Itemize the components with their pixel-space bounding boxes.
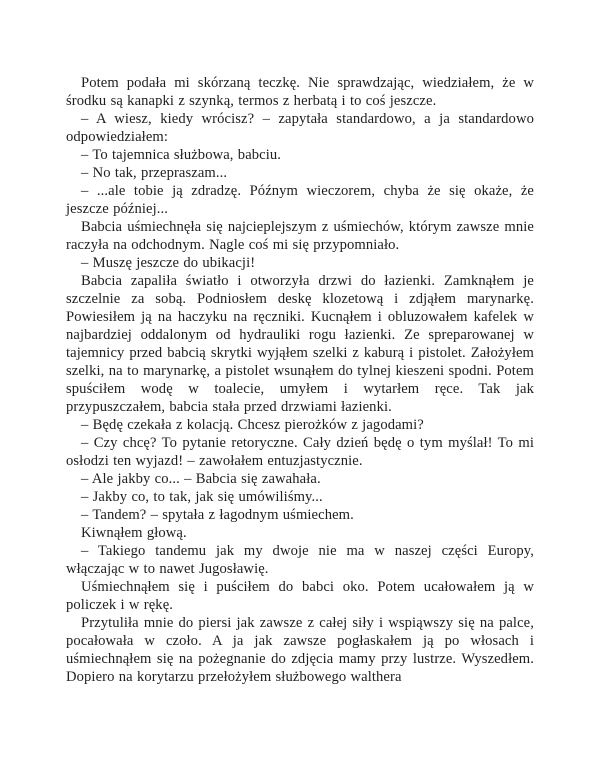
paragraph: Kiwnąłem głową. bbox=[81, 525, 187, 541]
paragraph: – No tak, przepraszam... bbox=[81, 165, 228, 181]
paragraph: Potem podała mi skórzaną teczkę. Nie sprawdzając, wiedziałem, że w środku są kanapki z szynką, termos z herbatą i to coś jeszcze. bbox=[66, 75, 534, 109]
paragraph: – Takiego tandemu jak my dwoje nie ma w naszej części Europy, włączając w to nawet Jugosławię. bbox=[66, 543, 534, 577]
paragraph: – Ale jakby co... – Babcia się zawahała. bbox=[81, 471, 321, 487]
paragraph: Babcia zapaliła światło i otworzyła drzwi do łazienki. Zamknąłem je szczelnie za sobą. Podniosłem deskę klozetową i zdjąłem marynarkę. Powiesiłem ją na haczyku na ręczniki. Kucnąłem i obluzowałem kafelek w najbardziej oddalonym od hydrauliki rogu łazienki. Ze spreparowanej w tajemnicy przed babcią skrytki wyjąłem szelki z kaburą i pistolet. Założyłem szelki, na to marynarkę, a pistolet wsunąłem do tylnej kieszeni spodni. Potem spuściłem wodę w toalecie, umyłem i wytarłem ręce. Tak jak przypuszczałem, babcia stała przed drzwiami łazienki. bbox=[66, 273, 534, 415]
paragraph: – To tajemnica służbowa, babciu. bbox=[81, 147, 282, 163]
paragraph: – A wiesz, kiedy wrócisz? – zapytała standardowo, a ja standardowo odpowiedziałem: bbox=[66, 111, 534, 145]
paragraph: – Będę czekała z kolacją. Chcesz pierożków z jagodami? bbox=[81, 417, 424, 433]
paragraph: – Tandem? – spytała z łagodnym uśmiechem. bbox=[81, 507, 354, 523]
text-block bbox=[66, 74, 534, 686]
paragraph: – Muszę jeszcze do ubikacji! bbox=[81, 255, 256, 271]
paragraph: Uśmiechnąłem się i puściłem do babci oko. Potem ucałowałem ją w policzek i w rękę. bbox=[66, 579, 534, 613]
paragraph: Przytuliła mnie do piersi jak zawsze z całej siły i wspiąwszy się na palce, pocałowała w czoło. A ja jak zawsze pogłaskałem ją po włosach i uśmiechnąłem się na pożegnanie do zdjęcia mamy przy lustrze. Wyszedłem. Dopiero na korytarzu przełożyłem służbowego walthera bbox=[66, 615, 534, 685]
paragraph: Babcia uśmiechnęła się najcieplejszym z uśmiechów, którym zawsze mnie raczyła na odchodnym. Nagle coś mi się przypomniało. bbox=[66, 219, 534, 253]
paragraph: – Czy chcę? To pytanie retoryczne. Cały dzień będę o tym myślał! To mi osłodzi ten wyjazd! – zawołałem entuzjastycznie. bbox=[66, 435, 534, 469]
paragraph: – Jakby co, to tak, jak się umówiliśmy... bbox=[81, 489, 323, 505]
paragraph: – ...ale tobie ją zdradzę. Późnym wieczorem, chyba że się okaże, że jeszcze później... bbox=[66, 183, 534, 217]
